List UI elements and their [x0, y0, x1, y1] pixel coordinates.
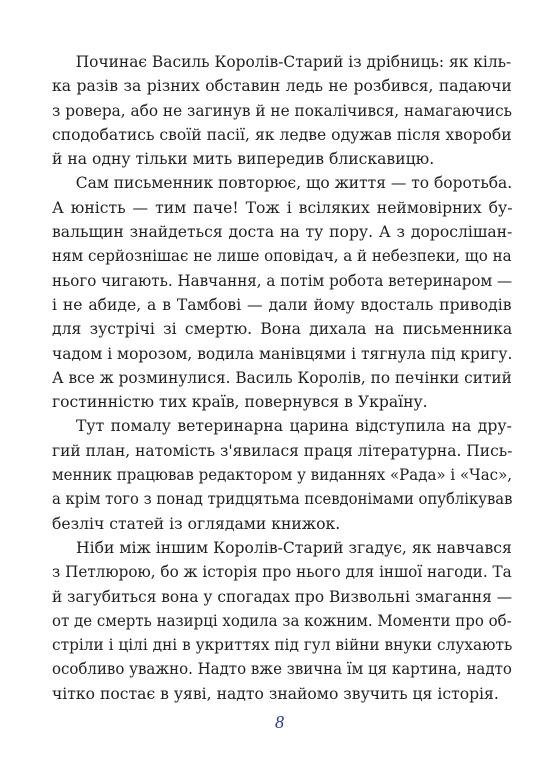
text-line: А все ж розминулися. Василь Королів, по печінки ситий [52, 368, 512, 387]
text-line: стріли і цілі дні в укриттях під гул війни внуки слухають [52, 636, 513, 655]
text-line: вальщин знайдеться доста на ту пору. А з дорослішан- [52, 223, 513, 242]
text-line: чітко постає в уяві, надто знайомо звучить ця історія. [52, 684, 499, 703]
text-line: гостинністю тих країв, повернувся в Україну. [52, 393, 428, 412]
text-line: й на одну тільки мить випередив блискавицю. [52, 150, 435, 169]
text-line: Тут помалу ветеринарна царина відступила на дру- [76, 417, 512, 436]
text-line: для зустрічі зі смертю. Вона дихала на письменника [52, 320, 513, 339]
paragraph-2 [52, 171, 512, 414]
text-line: безліч статей із оглядами книжок. [52, 514, 341, 533]
paragraph-4 [52, 536, 512, 706]
text-line: Починає Василь Королів-Старий із дрібниць: як кіль- [75, 53, 512, 71]
text-line: от де смерть назирці ходила за кожним. Моменти про об- [52, 611, 512, 630]
text-line: ням серйознішає не лише оповідач, а й небезпеки, що на [52, 247, 512, 266]
text-line: сподобатись своїй пасії, як ледве одужав після хвороби [52, 125, 512, 144]
text-line: менник працював редактором у виданнях «Рада» і «Час», [52, 466, 513, 485]
text-line: і не абиде, а в Тамбові — дали йому вдосталь приводів [52, 295, 512, 314]
text-line: гий план, натомість з'явилася праця літературна. Пись- [52, 441, 513, 460]
text-line: а крім того з понад тридцятьма псевдонімами опублікував [52, 490, 513, 509]
text-line: ка разів за різних обставин ледь не розбився, падаючи [52, 77, 512, 96]
text-line: чадом і морозом, водила манівцями і тягнула під кригу. [52, 344, 513, 363]
text-line: особливо уважно. Надто вже звична їм ця картина, надто [52, 660, 512, 679]
text-line: й загубиться вона у спогадах про Визвольні змагання — [52, 587, 513, 606]
paragraph-3 [52, 414, 512, 535]
page-number: 8 [275, 712, 284, 732]
text-line: А юність — тим паче! Тож і всіляких неймовірних бу- [52, 198, 513, 217]
text-line: з ровера, або не загинув й не покалічився, намагаючись [52, 101, 513, 120]
text-line: Ніби між іншим Королів-Старий згадує, як навчався [76, 538, 512, 557]
text-line: нього чигають. Навчання, а потім робота ветеринаром — [52, 271, 513, 290]
document-body [52, 50, 512, 706]
paragraph-1 [52, 50, 512, 171]
text-line: з Петлюрою, бо ж історія про нього для іншої нагоди. Та [52, 563, 512, 582]
text-line: Сам письменник повторює, що життя — то боротьба. [75, 174, 513, 193]
